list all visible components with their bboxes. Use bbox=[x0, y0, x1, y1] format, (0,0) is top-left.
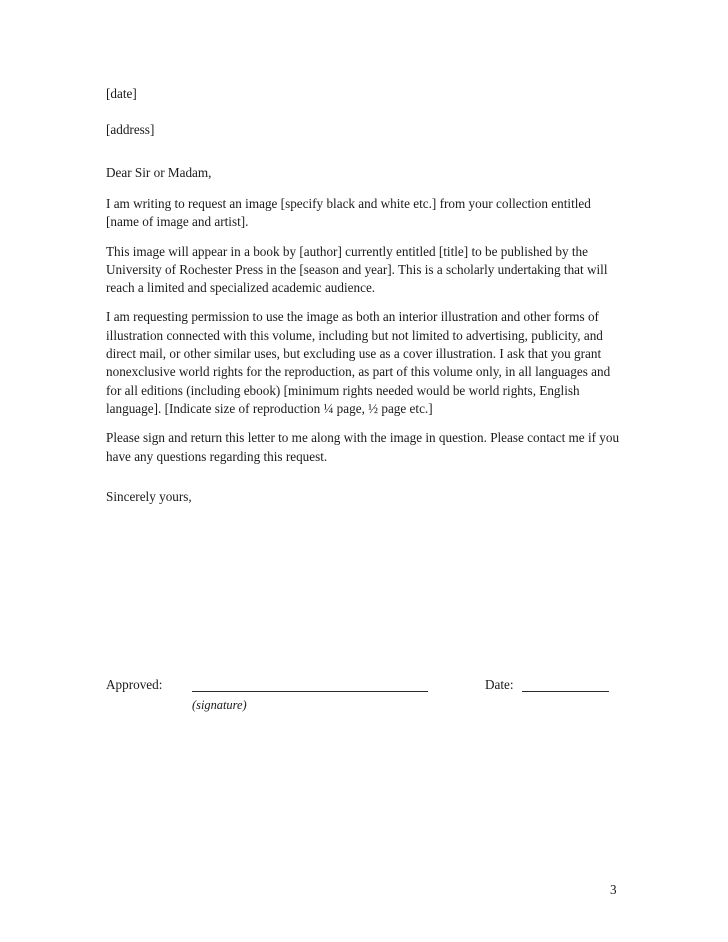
signature-line[interactable] bbox=[192, 691, 428, 692]
date-label: Date: bbox=[485, 677, 514, 692]
signature-caption: (signature) bbox=[192, 698, 247, 712]
paragraph-sign-and-return: Please sign and return this letter to me along with the image in question. Please contact me if you have any questions regarding this request. bbox=[106, 430, 620, 464]
closing-salutation: Sincerely yours, bbox=[106, 488, 192, 504]
approval-row bbox=[106, 676, 624, 696]
salutation: Dear Sir or Madam, bbox=[106, 165, 212, 180]
paragraph-request-image: I am writing to request an image [specify black and white etc.] from your collection entitled [name of image and artist]. bbox=[106, 196, 591, 230]
paragraph-book-details: This image will appear in a book by [author] currently entitled [title] to be published by the University of Rochester Press in the [season and year]. This is a scholarly undertaking that will reach a limited and specialized academic audience. bbox=[106, 243, 608, 296]
date-placeholder: [date] bbox=[106, 86, 137, 101]
paragraph-rights-requested: I am requesting permission to use the image as both an interior illustration and other forms of illustration connected with this volume, including but not limited to advertising, publicity, and direct mail, or other similar uses, but excluding use as a cover illustration. I ask that you grant nonexclusive world rights for the reproduction, as part of this volume only, in all languages and for all editions (including ebook) [minimum rights needed would be world rights, English language]. [Indicate size of reproduction ¼ page, ½ page etc.] bbox=[106, 309, 611, 416]
address-placeholder: [address] bbox=[106, 122, 155, 137]
date-line[interactable] bbox=[522, 691, 609, 692]
approval-block bbox=[106, 676, 624, 712]
letter-body bbox=[106, 85, 624, 506]
page-number: 3 bbox=[610, 882, 617, 897]
approved-label: Approved: bbox=[106, 677, 163, 692]
